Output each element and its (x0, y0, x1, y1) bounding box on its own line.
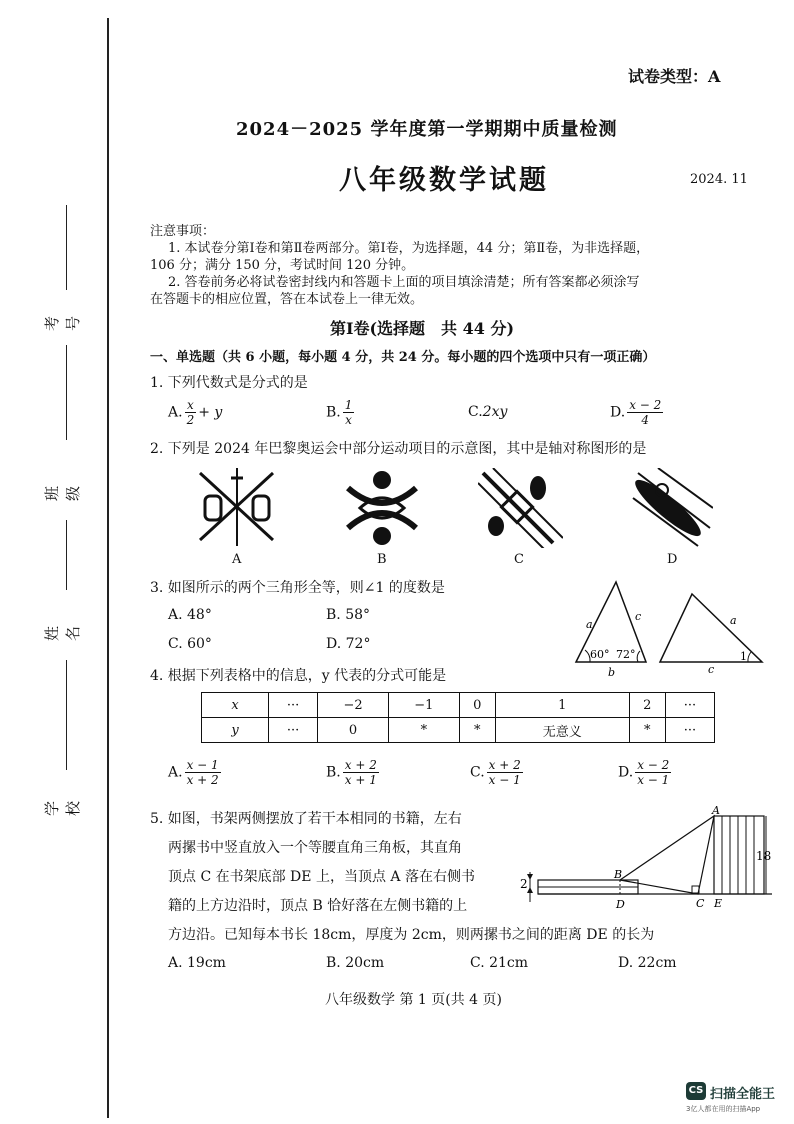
exam-date: 2024. 11 (690, 172, 748, 187)
table-cell: * (629, 718, 665, 743)
q4-stem: 4. 根据下列表格中的信息，y 代表的分式可能是 (150, 668, 447, 684)
table-cell: ··· (665, 693, 714, 718)
exam-no-label: 考号 (43, 314, 82, 331)
q1-stem: 1. 下列代数式是分式的是 (150, 375, 308, 391)
notice-line-2: 106 分；满分 150 分，考试时间 120 分钟。 (150, 258, 415, 273)
q3-option-a: A. 48° (168, 607, 212, 623)
q3-option-c: C. 60° (168, 636, 212, 652)
q5-fig-C: C (696, 897, 705, 910)
q2-figure-c-badminton-icon (478, 468, 563, 548)
class-blank (66, 345, 67, 440)
q5-fig-E: E (714, 897, 723, 910)
table-cell: 0 (318, 718, 389, 743)
q3-fig-c2: c (708, 663, 715, 676)
q5-fig-18: 18 (756, 849, 772, 863)
scanner-logo: CS (686, 1082, 706, 1100)
q2-label-c: C (514, 552, 524, 567)
q3-stem: 3. 如图所示的两个三角形全等，则∠1 的度数是 (150, 580, 445, 596)
q1-option-c: C.2xy (468, 404, 508, 420)
q3-fig-a2: a (730, 614, 737, 627)
subject-title: 八年级数学试题 (339, 165, 549, 196)
q2-label-d: D (667, 552, 678, 567)
exam-no-blank (66, 205, 67, 290)
q4-option-a: A. $\frac{x - 1}{x + 2}$ (168, 758, 219, 787)
scanner-tagline: 3亿人都在用的扫描App (686, 1105, 761, 1113)
q2-figure-b-cycling-icon (340, 468, 425, 548)
notice-heading: 注意事项： (150, 224, 216, 239)
table-cell: ··· (269, 693, 318, 718)
q2-stem: 2. 下列是 2024 年巴黎奥运会中部分运动项目的示意图，其中是轴对称图形的是 (150, 441, 647, 457)
q2-label-b: B (377, 552, 387, 567)
q3-fig-72: 72° (616, 648, 636, 661)
q5-line-4: 籍的上方边沿时，顶点 B 恰好落在左侧书籍的上 (168, 898, 468, 914)
q5-option-d: D. 22cm (618, 955, 677, 971)
table-cell: 0 (459, 693, 495, 718)
section-title: 第Ⅰ卷(选择题 共 44 分) (330, 319, 515, 338)
q2-label-a: A (232, 552, 242, 567)
q5-fig-D: D (616, 898, 625, 911)
table-cell: −1 (388, 693, 459, 718)
table-cell: ··· (269, 718, 318, 743)
notice-line-3: 2. 答卷前务必将试卷密封线内和答题卡上面的项目填涂清楚；所有答案都必须涂写 (168, 275, 640, 290)
class-label: 班级 (43, 484, 82, 501)
school-blank (66, 660, 67, 770)
q5-bookshelf-figure (516, 802, 772, 914)
q1-option-a: A. $\frac{x}{2}$ + y (168, 398, 223, 427)
table-cell: 2 (629, 693, 665, 718)
q4-option-b: B. $\frac{x + 2}{x + 1}$ (326, 758, 377, 787)
q1-option-d: D. $\frac{x - 2}{4}$ (610, 398, 662, 427)
q1-option-b: B. $\frac{1}{x}$ (326, 398, 353, 427)
q3-triangle-figure (568, 576, 768, 680)
q2-figure-d-canoe-icon (628, 468, 713, 548)
q3-fig-a1: a (586, 618, 593, 631)
table-cell: 无意义 (495, 718, 629, 743)
q5-option-c: C. 21cm (470, 955, 529, 971)
q5-line-2: 两摞书中竖直放入一个等腰直角三角板，其直角 (168, 840, 462, 856)
table-cell: y (202, 718, 269, 743)
table-cell: * (459, 718, 495, 743)
q4-table (201, 692, 715, 743)
notice-line-4: 在答题卡的相应位置，答在本试卷上一律无效。 (150, 292, 424, 307)
q5-fig-B: B (614, 868, 623, 881)
name-label: 姓名 (43, 624, 82, 641)
table-cell: −2 (318, 693, 389, 718)
page-footer: 八年级数学 第 1 页(共 4 页) (325, 992, 502, 1008)
scanner-app-name: 扫描全能王 (710, 1087, 776, 1102)
q3-fig-1: 1 (740, 650, 747, 663)
paper-type: 试卷类型：A (628, 67, 721, 86)
q5-option-b: B. 20cm (326, 955, 385, 971)
q5-fig-2: 2 (520, 877, 528, 891)
school-label: 学校 (43, 799, 82, 816)
q3-fig-b1: b (608, 666, 616, 679)
table-cell: * (388, 718, 459, 743)
q4-row-x (202, 693, 715, 718)
name-blank (66, 520, 67, 590)
q3-option-b: B. 58° (326, 607, 371, 623)
q4-option-c: C. $\frac{x + 2}{x - 1}$ (470, 758, 521, 787)
q3-fig-60: 60° (590, 648, 610, 661)
q3-option-d: D. 72° (326, 636, 371, 652)
table-cell: ··· (665, 718, 714, 743)
q4-row-y (202, 718, 715, 743)
exam-title: 2024－2025 学年度第一学期期中质量检测 (236, 119, 618, 140)
notice-line-1: 1. 本试卷分第Ⅰ卷和第Ⅱ卷两部分。第Ⅰ卷，为选择题，44 分；第Ⅱ卷，为非选择题， (168, 241, 650, 256)
q4-option-d: D. $\frac{x - 2}{x - 1}$ (618, 758, 670, 787)
q5-line-3: 顶点 C 在书架底部 DE 上，当顶点 A 落在右侧书 (168, 869, 475, 885)
q2-figure-a-fencing-icon (195, 468, 280, 548)
q5-line-1: 5. 如图，书架两侧摆放了若干本相同的书籍，左右 (150, 811, 462, 827)
q5-fig-A: A (712, 804, 720, 817)
table-cell: x (202, 693, 269, 718)
part1-heading: 一、单选题（共 6 小题，每小题 4 分，共 24 分。每小题的四个选项中只有一项正确） (150, 350, 656, 365)
q5-line-5: 方边沿。已知每本书长 18cm，厚度为 2cm，则两摞书之间的距离 DE 的长为 (168, 927, 655, 943)
table-cell: 1 (495, 693, 629, 718)
q5-option-a: A. 19cm (168, 955, 226, 971)
binding-line (107, 18, 109, 1118)
q3-fig-c1: c (635, 610, 642, 623)
